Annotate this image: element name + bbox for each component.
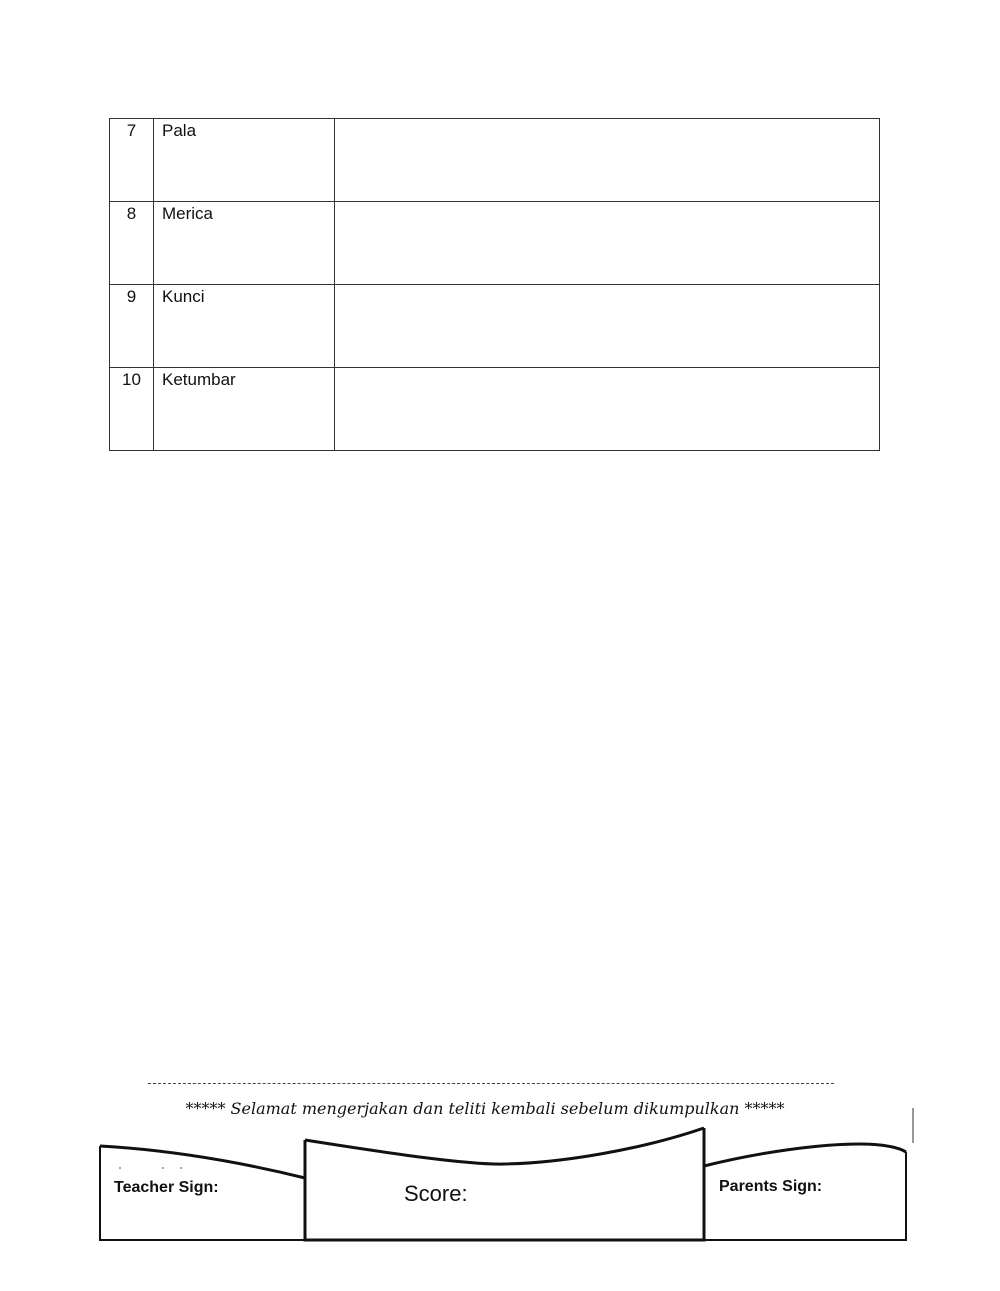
table-row [110,368,880,451]
signature-footer-frame [0,1100,1000,1250]
answer-cell[interactable] [335,368,880,451]
row-number: 8 [110,202,154,285]
table-row [110,119,880,202]
answer-cell[interactable] [335,202,880,285]
worksheet-table [109,118,880,451]
teacher-sign-label: Teacher Sign: [114,1179,219,1196]
answer-cell[interactable] [335,285,880,368]
row-number: 10 [110,368,154,451]
teacher-box-wave [100,1146,305,1178]
parents-box-wave [704,1144,906,1166]
closing-message: ***** Selamat mengerjakan dan teliti kembali sebelum dikumpulkan ***** [185,1099,785,1118]
spice-name: Kunci [154,285,335,368]
row-number: 9 [110,285,154,368]
table-row [110,202,880,285]
cut-line-divider [148,1083,834,1084]
score-label: Score: [404,1181,468,1206]
spice-name: Pala [154,119,335,202]
spice-name: Ketumbar [154,368,335,451]
parents-sign-label: Parents Sign: [719,1178,823,1195]
row-number: 7 [110,119,154,202]
score-box-wave [305,1128,704,1164]
parents-box-outline [704,1152,906,1240]
table-row [110,285,880,368]
answer-cell[interactable] [335,119,880,202]
spice-name: Merica [154,202,335,285]
